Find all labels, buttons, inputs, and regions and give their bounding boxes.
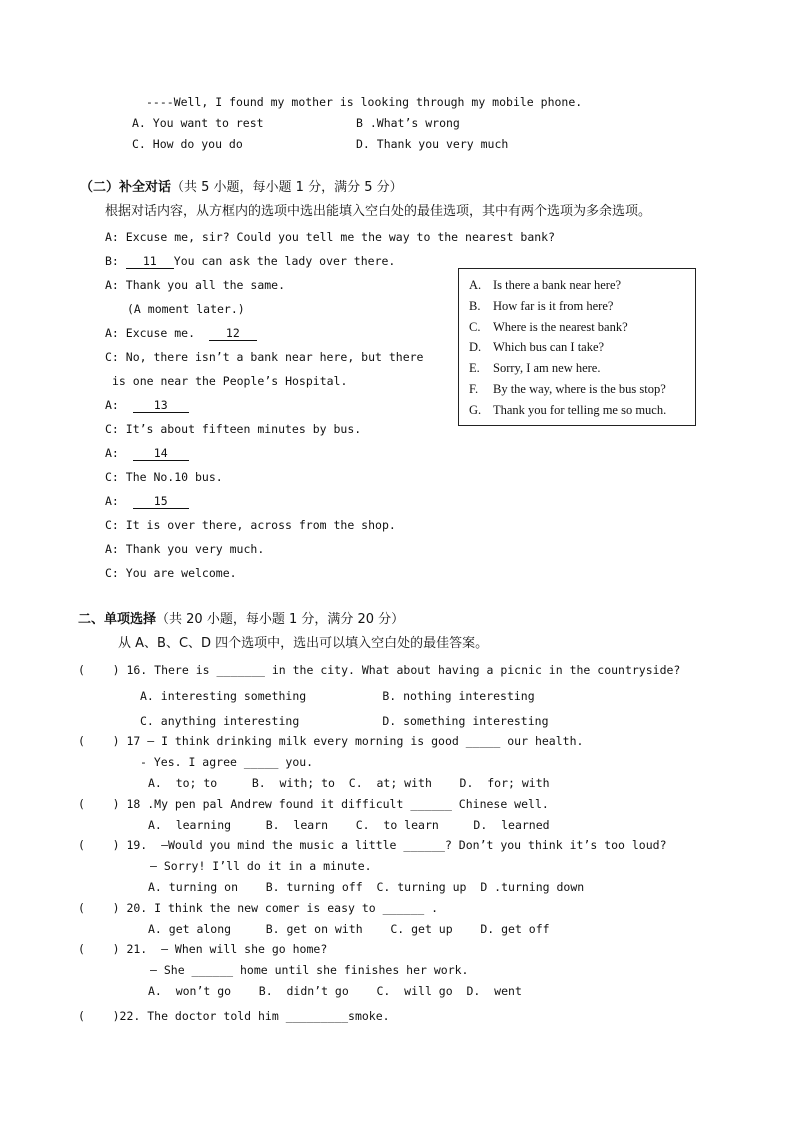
dialogue-line: C: You are welcome. (105, 566, 237, 580)
dialogue-text: You can ask the lady over there. (173, 254, 396, 268)
question-18: ( ) 18 .My pen pal Andrew found it difficult ______ Chinese well. (78, 797, 549, 811)
answer-blank-11[interactable]: 11 (126, 254, 174, 269)
section-scoring: （共 5 小题，每小题 1 分，满分 5 分） (171, 180, 403, 195)
section-title: 二、单项选择 (78, 612, 157, 627)
dialogue-line: ----Well, I found my mother is looking through my mobile phone. (146, 95, 583, 109)
dialogue-line: C: It’s about fifteen minutes by bus. (105, 422, 362, 436)
dialogue-line: is one near the People’s Hospital. (112, 374, 348, 388)
box-option-g: G. Thank you for telling me so much. (469, 403, 667, 417)
option-b: B .What’s wrong (356, 116, 460, 130)
dialogue-line (105, 253, 395, 269)
dialogue-line (105, 445, 189, 461)
box-option-a: A. Is there a bank near here? (469, 278, 622, 292)
box-option-b: B. How far is it from here? (469, 299, 614, 313)
dialogue-line: C: No, there isn’t a bank near here, but there (105, 350, 424, 364)
section-scoring: （共 20 小题，每小题 1 分，满分 20 分） (156, 612, 405, 627)
question-20: ( ) 20. I think the new comer is easy to ______ . (78, 901, 439, 915)
answer-blank-14[interactable]: 14 (133, 446, 189, 461)
options-box (458, 268, 696, 426)
section-title: （二）补全对话 (80, 180, 172, 195)
dialogue-text: A: Excuse me. (105, 326, 209, 340)
question-16: ( ) 16. There is _______ in the city. What about having a picnic in the countryside? (78, 663, 681, 677)
question-19-response: – Sorry! I’ll do it in a minute. (150, 859, 372, 873)
stage-direction: (A moment later.) (127, 302, 245, 316)
question-21-response: – She ______ home until she finishes her work. (150, 963, 469, 977)
question-16-options-ab: A. interesting something B. nothing interesting (140, 689, 535, 703)
question-17-response: - Yes. I agree _____ you. (140, 755, 314, 769)
speaker: B: (105, 254, 126, 268)
dialogue-line: A: Thank you all the same. (105, 278, 286, 292)
answer-blank-15[interactable]: 15 (133, 494, 189, 509)
dialogue-line (105, 493, 189, 509)
question-21-options: A. won’t go B. didn’t go C. will go D. went (148, 984, 522, 998)
answer-blank-13[interactable]: 13 (133, 398, 189, 413)
question-19-options: A. turning on B. turning off C. turning up D .turning down (148, 880, 585, 894)
dialogue-line (105, 325, 257, 341)
box-option-d: D. Which bus can I take? (469, 340, 605, 354)
question-19: ( ) 19. –Would you mind the music a little ______? Don’t you think it’s too loud? (78, 838, 667, 852)
box-option-e: E. Sorry, I am new here. (469, 361, 601, 375)
dialogue-line (105, 397, 189, 413)
option-c: C. How do you do (132, 137, 243, 151)
question-17: ( ) 17 – I think drinking milk every morning is good _____ our health. (78, 734, 584, 748)
dialogue-line: A: Excuse me, sir? Could you tell me the way to the nearest bank? (105, 230, 556, 244)
box-option-f: F. By the way, where is the bus stop? (469, 382, 666, 396)
question-18-options: A. learning B. learn C. to learn D. learned (148, 818, 550, 832)
answer-blank-12[interactable]: 12 (209, 326, 257, 341)
speaker: A: (105, 494, 133, 508)
question-17-options: A. to; to B. with; to C. at; with D. for; with (148, 776, 550, 790)
dialogue-line: C: The No.10 bus. (105, 470, 223, 484)
box-option-c: C. Where is the nearest bank? (469, 320, 628, 334)
dialogue-line: C: It is over there, across from the shop. (105, 518, 396, 532)
speaker: A: (105, 398, 133, 412)
section-instruction: 根据对话内容，从方框内的选项中选出能填入空白处的最佳选项，其中有两个选项为多余选项。 (105, 204, 652, 219)
dialogue-line: A: Thank you very much. (105, 542, 265, 556)
speaker: A: (105, 446, 133, 460)
section-instruction: 从 A、B、C、D 四个选项中，选出可以填入空白处的最佳答案。 (118, 636, 489, 651)
option-a: A. You want to rest (132, 116, 264, 130)
question-22: ( )22. The doctor told him _________smoke. (78, 1009, 390, 1023)
section-heading-choice (78, 611, 404, 629)
question-16-options-cd: C. anything interesting D. something interesting (140, 714, 549, 728)
question-21: ( ) 21. – When will she go home? (78, 942, 328, 956)
option-d: D. Thank you very much (356, 137, 509, 151)
question-20-options: A. get along B. get on with C. get up D. get off (148, 922, 550, 936)
section-heading-dialogue (80, 179, 403, 197)
